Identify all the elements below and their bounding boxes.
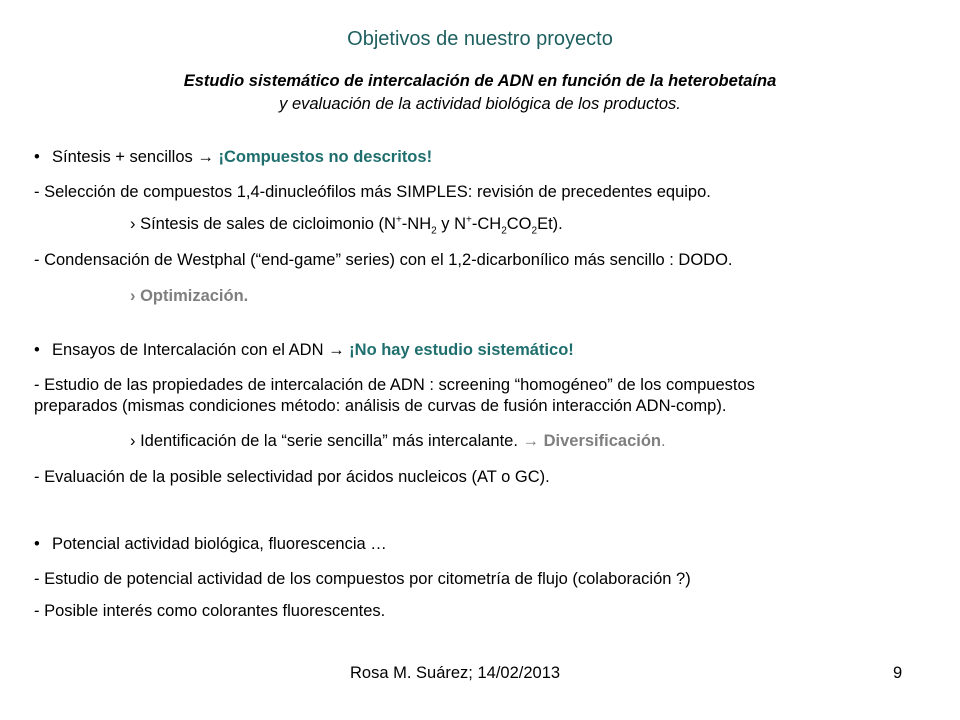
bullet-sintesis bbox=[34, 148, 432, 167]
subtitle-line-1: Estudio sistemático de intercalación de ADN en función de la heterobetaína bbox=[183, 72, 777, 90]
highlight-text: ¡Compuestos no descritos! bbox=[218, 148, 433, 166]
bullet-text: Potencial actividad biológica, fluorescencia … bbox=[52, 535, 387, 553]
bullet-icon: • bbox=[34, 535, 40, 553]
text-part: CO bbox=[506, 215, 532, 233]
diversificacion-text: → Diversificación bbox=[522, 432, 661, 450]
text-part: Et). bbox=[537, 215, 563, 233]
text-part: . bbox=[661, 432, 666, 450]
text-part: -NH bbox=[401, 215, 432, 233]
superscript: + bbox=[466, 214, 472, 226]
text-line-identificacion bbox=[130, 432, 666, 451]
text-part: y N bbox=[436, 215, 467, 233]
slide-title: Objetivos de nuestro proyecto bbox=[347, 28, 613, 50]
highlight-text: ¡No hay estudio sistemático! bbox=[349, 341, 574, 359]
subscript: 2 bbox=[501, 225, 507, 237]
bullet-text: Ensayos de Intercalación con el ADN → bbox=[52, 341, 350, 359]
text-line-citometria: - Estudio de potencial actividad de los compuestos por citometría de flujo (colaboración ?) bbox=[34, 570, 691, 588]
superscript: + bbox=[395, 214, 402, 226]
text-line-seleccion: - Selección de compuestos 1,4-dinucleófilos más SIMPLES: revisión de precedentes equipo. bbox=[34, 183, 711, 201]
text-part: -CH bbox=[471, 215, 502, 233]
text-line-evaluacion: - Evaluación de la posible selectividad por ácidos nucleicos (AT o GC). bbox=[34, 468, 550, 486]
footer-author-date: Rosa M. Suárez; 14/02/2013 bbox=[350, 664, 561, 682]
text-line-estudio-2: preparados (mismas condiciones método: análisis de curvas de fusión interacción ADN-comp). bbox=[34, 397, 727, 415]
subtitle-line-2: y evaluación de la actividad biológica de los productos. bbox=[279, 95, 681, 113]
bullet-icon: • bbox=[34, 341, 40, 359]
text-line-condensacion: - Condensación de Westphal (“end-game” series) con el 1,2-dicarbonílico más sencillo : DODO. bbox=[34, 251, 733, 269]
text-part: › Identificación de la “serie sencilla” más intercalante. bbox=[130, 432, 523, 450]
text-part: › Síntesis de sales de cicloimonio (N bbox=[130, 215, 396, 233]
text-paragraph-estudio bbox=[34, 375, 894, 417]
bullet-ensayos bbox=[34, 341, 574, 360]
subscript: 2 bbox=[431, 225, 437, 237]
text-line-optimizacion: › Optimización. bbox=[130, 287, 249, 305]
text-line-estudio-1: - Estudio de las propiedades de intercalación de ADN : screening “homogéneo” de los compuestos bbox=[34, 376, 755, 394]
bullet-potencial bbox=[34, 535, 387, 554]
bullet-icon: • bbox=[34, 148, 40, 166]
bullet-text: Síntesis + sencillos → bbox=[52, 148, 219, 166]
text-line-sales bbox=[130, 214, 563, 237]
text-line-colorantes: - Posible interés como colorantes fluorescentes. bbox=[34, 602, 386, 620]
subscript: 2 bbox=[531, 225, 538, 237]
footer-page-number: 9 bbox=[893, 664, 903, 682]
